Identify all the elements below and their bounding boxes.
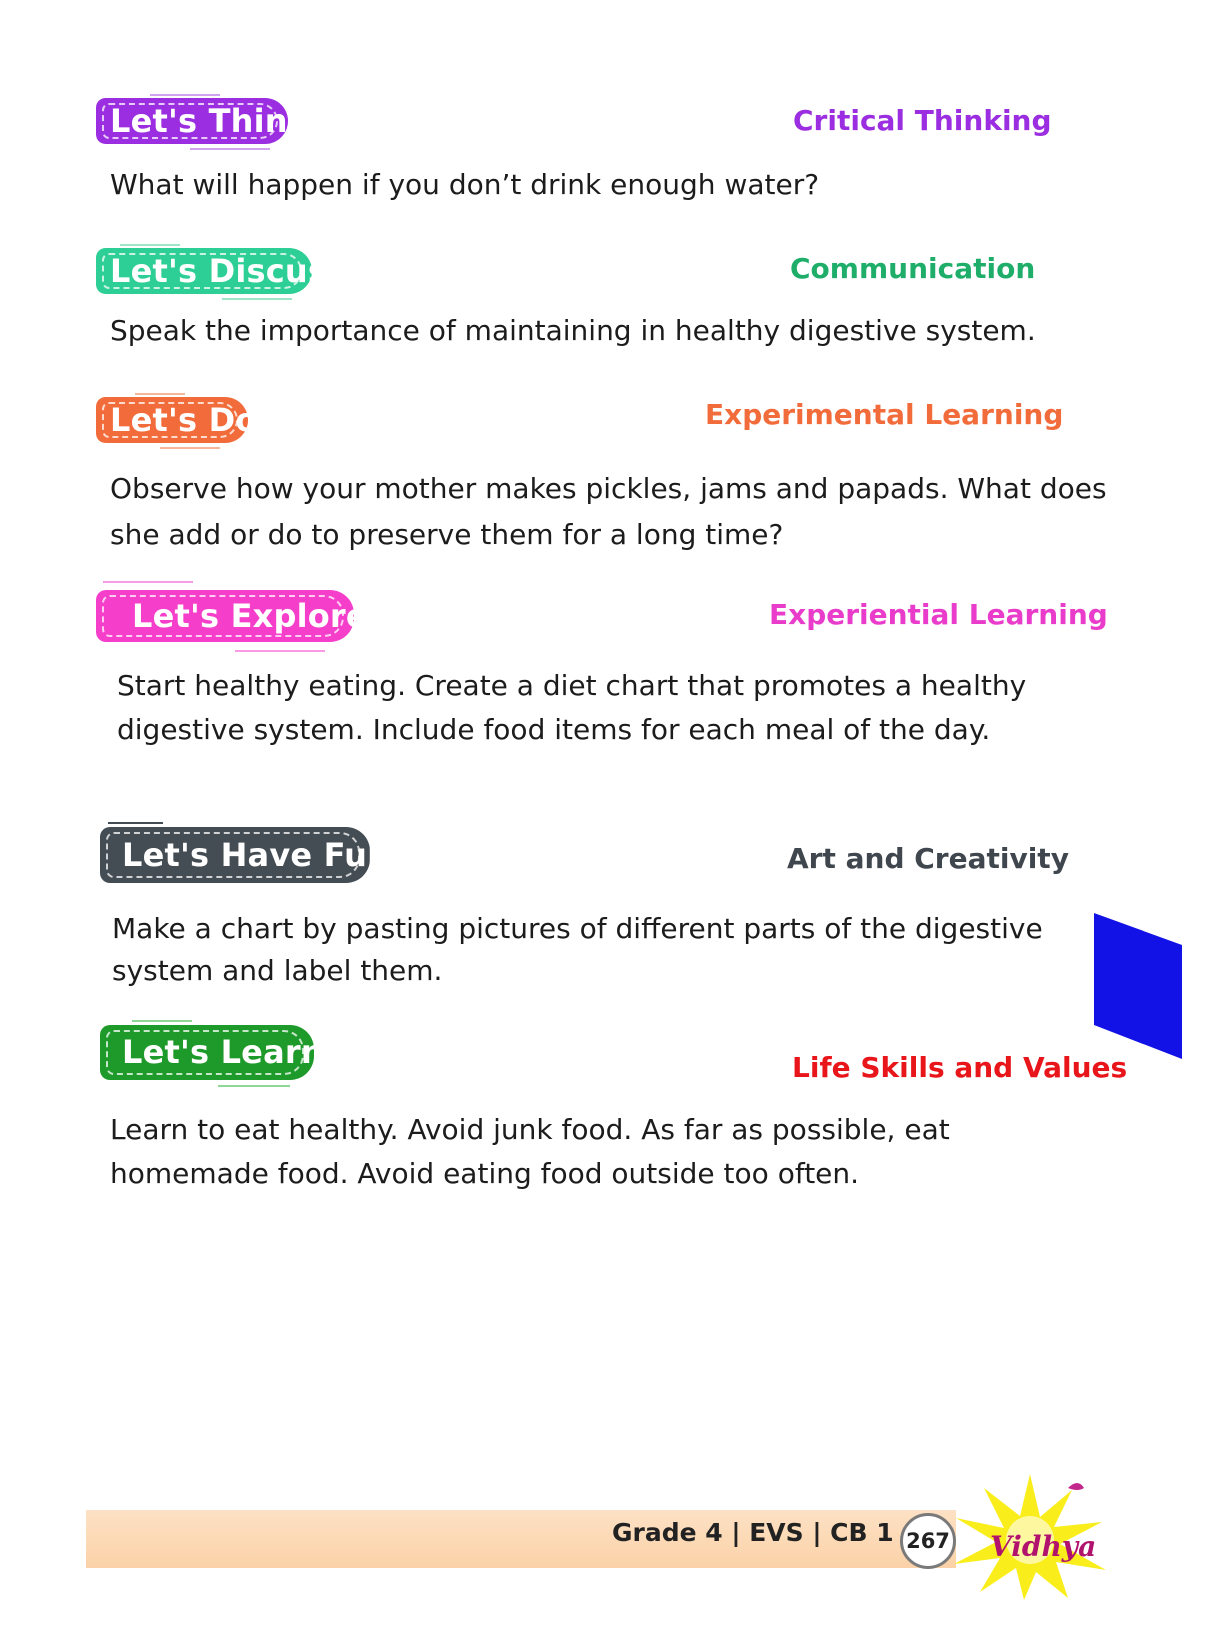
lets-do-text bbox=[110, 466, 1107, 558]
text-line: Learn to eat healthy. Avoid junk food. As far as possible, eat bbox=[110, 1113, 950, 1146]
text-line: she add or do to preserve them for a long time? bbox=[110, 518, 784, 551]
critical-thinking-tag: Critical Thinking bbox=[793, 104, 1052, 137]
life-skills-and-values-tag: Life Skills and Values bbox=[792, 1051, 1128, 1084]
pill-decoration-line bbox=[120, 244, 180, 246]
experiential-learning-tag: Experiential Learning bbox=[769, 598, 1108, 631]
lets-have-fun-text bbox=[112, 908, 1043, 992]
text-line: What will happen if you don’t drink enough water? bbox=[110, 168, 820, 201]
lets-explore-label: Let's Explore bbox=[132, 597, 368, 635]
lets-think-badge bbox=[96, 98, 310, 144]
pill-decoration-line bbox=[190, 148, 270, 150]
text-line: Observe how your mother makes pickles, jams and papads. What does bbox=[110, 472, 1107, 505]
pill-decoration-line bbox=[160, 447, 220, 449]
text-line: Speak the importance of maintaining in healthy digestive system. bbox=[110, 314, 1036, 347]
vidhya-logo bbox=[950, 1472, 1110, 1602]
lets-explore-text bbox=[117, 664, 1026, 752]
pill-decoration-line bbox=[103, 581, 193, 583]
lets-have-fun-badge bbox=[100, 827, 391, 883]
page-number: 267 bbox=[900, 1513, 956, 1569]
experimental-learning-tag: Experimental Learning bbox=[705, 398, 1064, 431]
pill-decoration-line bbox=[132, 1020, 192, 1022]
pill-decoration-line bbox=[150, 94, 220, 96]
lets-explore-badge bbox=[96, 590, 368, 642]
lets-have-fun-label: Let's Have Fun bbox=[122, 836, 391, 874]
pill-decoration-line bbox=[108, 822, 163, 824]
lets-discuss-badge bbox=[96, 248, 347, 294]
text-line: digestive system. Include food items for each meal of the day. bbox=[117, 713, 991, 746]
lets-discuss-label: Let's Discuss bbox=[110, 252, 347, 290]
text-line: Make a chart by pasting pictures of different parts of the digestive bbox=[112, 912, 1043, 945]
text-line: system and label them. bbox=[112, 954, 443, 987]
pill-decoration-line bbox=[135, 393, 185, 395]
text-line: Start healthy eating. Create a diet chart that promotes a healthy bbox=[117, 669, 1027, 702]
lets-do-label: Let's Do bbox=[110, 401, 258, 439]
lets-learn-label: Let's Learn bbox=[122, 1033, 324, 1071]
logo-wordmark: Vidhya bbox=[990, 1530, 1097, 1563]
pill-decoration-line bbox=[235, 650, 325, 652]
communication-tag: Communication bbox=[790, 252, 1036, 285]
chapter-side-tab bbox=[1094, 913, 1223, 1059]
lets-discuss-text bbox=[110, 308, 1036, 354]
pill-decoration-line bbox=[218, 1085, 290, 1087]
lets-learn-text bbox=[110, 1108, 950, 1196]
lets-think-text bbox=[110, 162, 819, 208]
lets-think-label: Let's Think bbox=[110, 102, 310, 140]
pill-decoration-line bbox=[222, 298, 292, 300]
footer-grade-label: Grade 4 | EVS | CB 1 bbox=[612, 1518, 894, 1547]
lets-learn-badge bbox=[100, 1025, 324, 1080]
art-and-creativity-tag: Art and Creativity bbox=[787, 842, 1069, 875]
lets-do-badge bbox=[96, 397, 258, 443]
text-line: homemade food. Avoid eating food outside too often. bbox=[110, 1157, 860, 1190]
